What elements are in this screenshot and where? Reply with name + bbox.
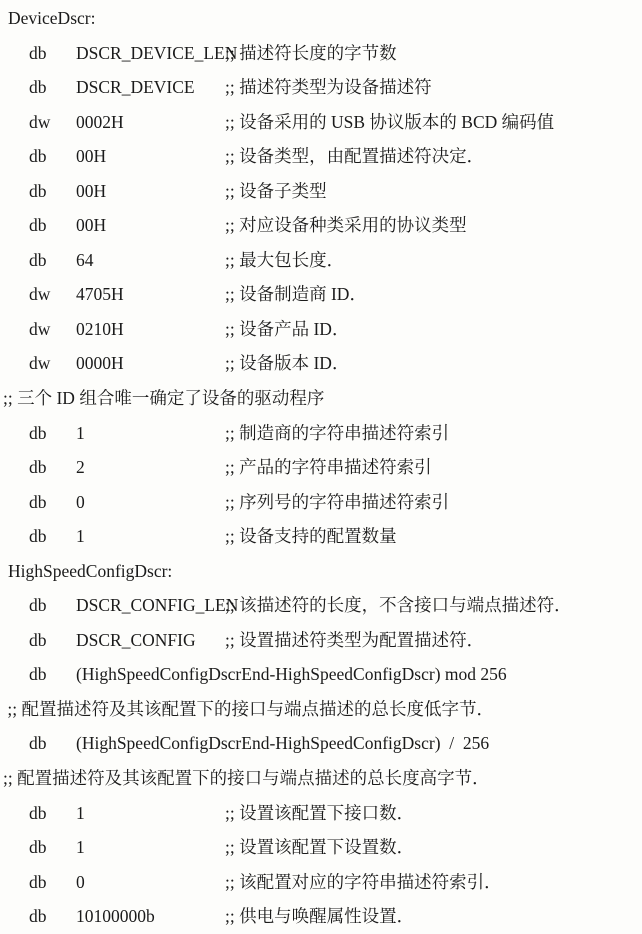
comment: ;; 设备制造商 ID．: [225, 284, 367, 305]
operand: 0210H: [76, 318, 124, 339]
code-line: [0, 277, 642, 312]
directive: db: [29, 595, 47, 616]
comment: ;; 设备产品 ID．: [225, 318, 350, 339]
label-text: HighSpeedConfigDscr:: [8, 560, 173, 581]
operand: 10100000b: [76, 906, 155, 927]
label-line: [0, 1, 642, 36]
code-line: [0, 346, 642, 381]
directive: db: [29, 906, 47, 927]
comment: ;; 设备版本 ID．: [225, 353, 350, 374]
directive: dw: [29, 318, 51, 339]
code-line: [0, 70, 642, 105]
operand: 1: [76, 802, 85, 823]
operand: 0: [76, 871, 85, 892]
code-line: [0, 657, 642, 692]
directive: dw: [29, 284, 51, 305]
comment: ;; 供电与唤醒属性设置．: [225, 906, 415, 927]
comment: ;; 最大包长度．: [225, 249, 345, 270]
directive: db: [29, 802, 47, 823]
assembly-listing: [0, 1, 642, 934]
directive: db: [29, 491, 47, 512]
directive: db: [29, 837, 47, 858]
code-line: [0, 312, 642, 347]
directive: dw: [29, 353, 51, 374]
directive: db: [29, 77, 47, 98]
code-line: [0, 450, 642, 485]
directive: db: [29, 629, 47, 650]
code-line: [0, 519, 642, 554]
code-line: [0, 588, 642, 623]
operand: (HighSpeedConfigDscrEnd-HighSpeedConfigDscr) mod 256: [76, 664, 507, 685]
code-line: [0, 243, 642, 278]
comment: ;; 设备采用的 USB 协议版本的 BCD 编码值: [225, 111, 555, 132]
operand: DSCR_DEVICE: [76, 77, 195, 98]
comment: ;; 该描述符的长度，不含接口与端点描述符．: [225, 595, 572, 616]
directive: db: [29, 457, 47, 478]
directive: db: [29, 871, 47, 892]
comment: ;; 描述符类型为设备描述符: [225, 77, 432, 98]
operand: 1: [76, 837, 85, 858]
comment: ;; 设置该配置下设置数．: [225, 837, 415, 858]
directive: db: [29, 422, 47, 443]
code-line: [0, 208, 642, 243]
comment-text: ;; 配置描述符及其该配置下的接口与端点描述的总长度低字节．: [3, 698, 494, 719]
operand: 1: [76, 422, 85, 443]
operand: 0002H: [76, 111, 124, 132]
code-line: [0, 623, 642, 658]
comment-line: [0, 692, 642, 727]
comment: ;; 产品的字符串描述符索引: [225, 457, 432, 478]
operand: 4705H: [76, 284, 124, 305]
directive: db: [29, 526, 47, 547]
comment: ;; 设置该配置下接口数．: [225, 802, 415, 823]
directive: db: [29, 733, 47, 754]
code-line: [0, 899, 642, 934]
comment-text: ;; 配置描述符及其该配置下的接口与端点描述的总长度高字节．: [3, 768, 490, 789]
directive: dw: [29, 111, 51, 132]
operand: 00H: [76, 215, 107, 236]
comment: ;; 序列号的字符串描述符索引: [225, 491, 450, 512]
label-text: DeviceDscr:: [8, 8, 96, 28]
directive: db: [29, 215, 47, 236]
operand: DSCR_CONFIG: [76, 629, 196, 650]
operand: 0: [76, 491, 85, 512]
operand: 64: [76, 249, 94, 270]
code-line: [0, 139, 642, 174]
operand: 00H: [76, 146, 107, 167]
label-line: [0, 554, 642, 589]
operand: DSCR_CONFIG_LEN: [76, 595, 239, 616]
code-line: [0, 796, 642, 831]
comment: ;; 制造商的字符串描述符索引: [225, 422, 450, 443]
directive: db: [29, 42, 47, 63]
code-line: [0, 485, 642, 520]
comment: ;; 设备子类型: [225, 180, 327, 201]
code-line: [0, 174, 642, 209]
operand: 0000H: [76, 353, 124, 374]
directive: db: [29, 146, 47, 167]
comment: ;; 该配置对应的字符串描述符索引．: [225, 871, 502, 892]
comment: ;; 设备支持的配置数量: [225, 526, 397, 547]
comment-line: [0, 761, 642, 796]
comment: ;; 描述符长度的字节数: [225, 42, 397, 63]
operand: 2: [76, 457, 85, 478]
code-line: [0, 726, 642, 761]
code-line: [0, 36, 642, 71]
operand: (HighSpeedConfigDscrEnd-HighSpeedConfigDscr) / 256: [76, 733, 490, 754]
comment: ;; 设备类型，由配置描述符决定．: [225, 146, 485, 167]
operand: DSCR_DEVICE_LEN: [76, 42, 238, 63]
code-line: [0, 105, 642, 140]
comment: ;; 对应设备种类采用的协议类型: [225, 215, 467, 236]
operand: 00H: [76, 180, 107, 201]
directive: db: [29, 664, 47, 685]
comment-text: ;; 三个 ID 组合唯一确定了设备的驱动程序: [3, 388, 325, 409]
operand: 1: [76, 526, 85, 547]
comment: ;; 设置描述符类型为配置描述符．: [225, 629, 485, 650]
directive: db: [29, 180, 47, 201]
code-line: [0, 865, 642, 900]
comment-line: [0, 381, 642, 416]
code-line: [0, 416, 642, 451]
directive: db: [29, 249, 47, 270]
code-line: [0, 830, 642, 865]
